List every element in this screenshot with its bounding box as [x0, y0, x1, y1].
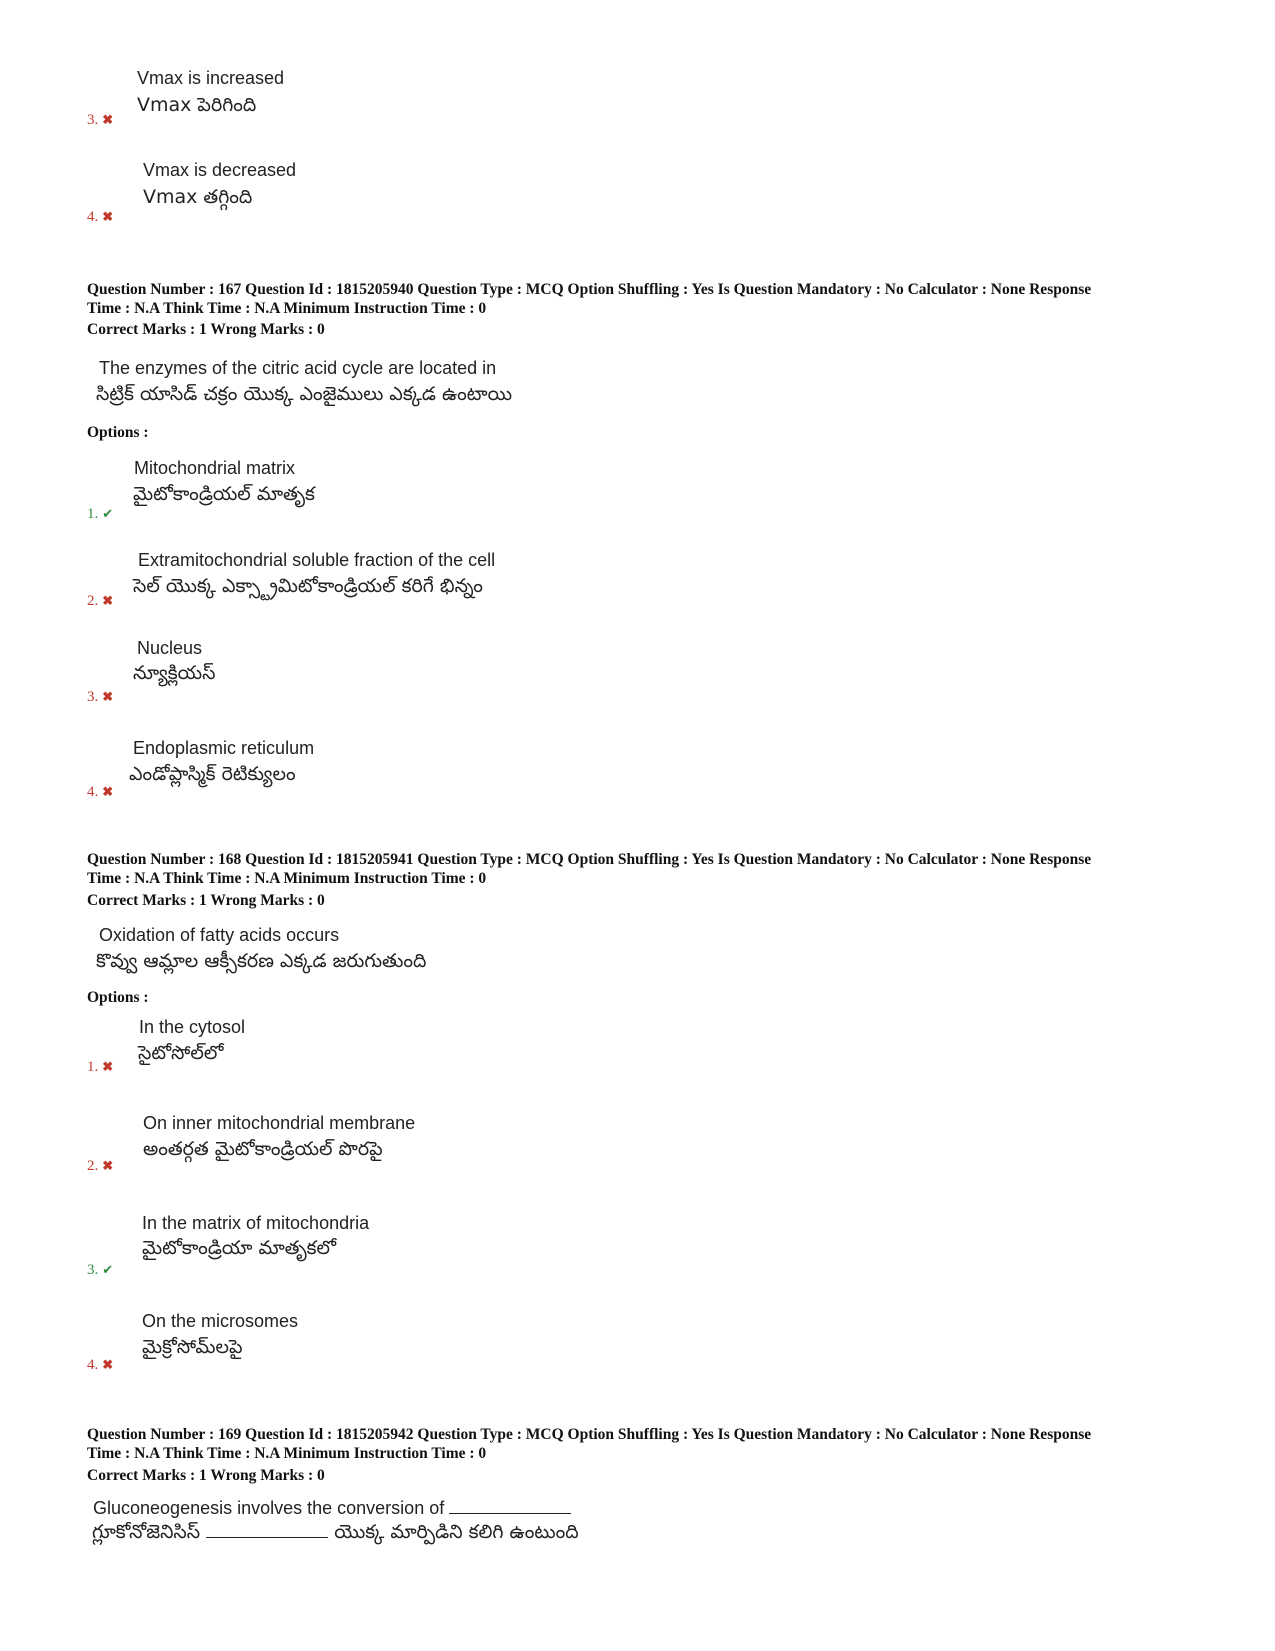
wrong-mark-icon: ✖: [102, 112, 114, 127]
wrong-mark-icon: ✖: [102, 1059, 114, 1074]
q167-option-2-telugu: సెల్ యొక్క ఎక్స్ట్రామిటోకాండ్రియల్ కరిగే భిన్నం: [133, 575, 483, 597]
wrong-mark-icon: ✖: [102, 689, 114, 704]
wrong-mark-icon: ✖: [102, 1357, 114, 1372]
q168-option-3-english: In the matrix of mitochondria: [142, 1213, 370, 1233]
check-mark-icon: ✔: [102, 506, 114, 521]
q168-option-2-english: On inner mitochondrial membrane: [143, 1113, 416, 1133]
q169-meta: Question Number : 169 Question Id : 1815205942 Question Type : MCQ Option Shuffling : Yes Is Question Mandatory : No Calculator : None Response Time : N.A Think Time : N.A Minimum Instruction Time : 0: [87, 1426, 1092, 1462]
q167-option-4-number: 4. ✖: [87, 784, 114, 800]
prev-option-4-telugu: Vmax తగ్గింది: [143, 186, 253, 208]
q167-marks: Correct Marks : 1 Wrong Marks : 0: [87, 321, 325, 338]
q169-marks: Correct Marks : 1 Wrong Marks : 0: [87, 1467, 325, 1484]
q167-option-4-english: Endoplasmic reticulum: [133, 738, 315, 758]
q168-option-2-telugu: అంతర్గత మైటోకాండ్రియల్ పొరపై: [143, 1138, 383, 1160]
q167-options-label: Options :: [87, 424, 149, 441]
q168-option-2-number: 2. ✖: [87, 1158, 114, 1174]
q167-question-telugu: సిట్రిక్ యాసిడ్ చక్రం యొక్క ఎంజైములు ఎక్కడ ఉంటాయి: [96, 383, 513, 405]
q167-option-4-telugu: ఎండోప్లాస్మిక్ రెటిక్యులం: [129, 763, 296, 785]
prev-option-4-english: Vmax is decreased: [143, 160, 297, 180]
q168-option-4-english: On the microsomes: [142, 1311, 299, 1331]
q168-option-4-telugu: మైక్రోసోమ్‌లపై: [142, 1336, 243, 1358]
q169-question-telugu: గ్లూకోనోజెనిసిస్ యొక్క మార్పిడిని కలిగి ఉంటుంది: [92, 1521, 579, 1543]
q168-question-telugu: కొవ్వు ఆమ్లాల ఆక్సీకరణ ఎక్కడ జరుగుతుంది: [96, 950, 427, 972]
q167-question-english: The enzymes of the citric acid cycle are located in: [99, 358, 497, 378]
q167-option-3-telugu: న్యూక్లియస్: [133, 662, 216, 684]
q167-option-1-english: Mitochondrial matrix: [134, 458, 296, 478]
q167-option-2-number: 2. ✖: [87, 593, 114, 609]
q167-option-3-english: Nucleus: [137, 638, 203, 658]
q168-meta: Question Number : 168 Question Id : 1815205941 Question Type : MCQ Option Shuffling : Yes Is Question Mandatory : No Calculator : None Response Time : N.A Think Time : N.A Minimum Instruction Time : 0: [87, 851, 1092, 887]
check-mark-icon: ✔: [102, 1262, 114, 1277]
q168-options-label: Options :: [87, 989, 149, 1006]
q168-question-english: Oxidation of fatty acids occurs: [99, 925, 340, 945]
q168-option-3-telugu: మైటోకాండ్రియా మాతృకలో: [142, 1237, 337, 1259]
wrong-mark-icon: ✖: [102, 209, 114, 224]
wrong-mark-icon: ✖: [102, 1158, 114, 1173]
q167-meta: Question Number : 167 Question Id : 1815205940 Question Type : MCQ Option Shuffling : Yes Is Question Mandatory : No Calculator : None Response Time : N.A Think Time : N.A Minimum Instruction Time : 0: [87, 281, 1092, 317]
wrong-mark-icon: ✖: [102, 593, 114, 608]
q168-marks: Correct Marks : 1 Wrong Marks : 0: [87, 892, 325, 909]
q168-option-3-number: 3. ✔: [87, 1262, 114, 1278]
prev-option-4-number: 4. ✖: [87, 209, 114, 225]
q167-option-1-number: 1. ✔: [87, 506, 114, 522]
wrong-mark-icon: ✖: [102, 784, 114, 799]
q167-option-2-english: Extramitochondrial soluble fraction of the cell: [138, 550, 496, 570]
q169-question-english: Gluconeogenesis involves the conversion of: [93, 1497, 571, 1519]
q168-option-1-number: 1. ✖: [87, 1059, 114, 1075]
prev-option-3-number: 3. ✖: [87, 112, 114, 128]
q167-option-1-telugu: మైటోకాండ్రియల్ మాతృక: [133, 483, 315, 505]
q168-option-1-english: In the cytosol: [139, 1017, 246, 1037]
prev-option-3-telugu: Vmax పెరిగింది: [137, 94, 257, 116]
q168-option-1-telugu: సైటోసోల్‌లో: [138, 1042, 224, 1064]
q168-option-4-number: 4. ✖: [87, 1357, 114, 1373]
answer-blank: [449, 1497, 571, 1514]
answer-blank: [206, 1521, 328, 1538]
prev-option-3-english: Vmax is increased: [137, 68, 285, 88]
q167-option-3-number: 3. ✖: [87, 689, 114, 705]
